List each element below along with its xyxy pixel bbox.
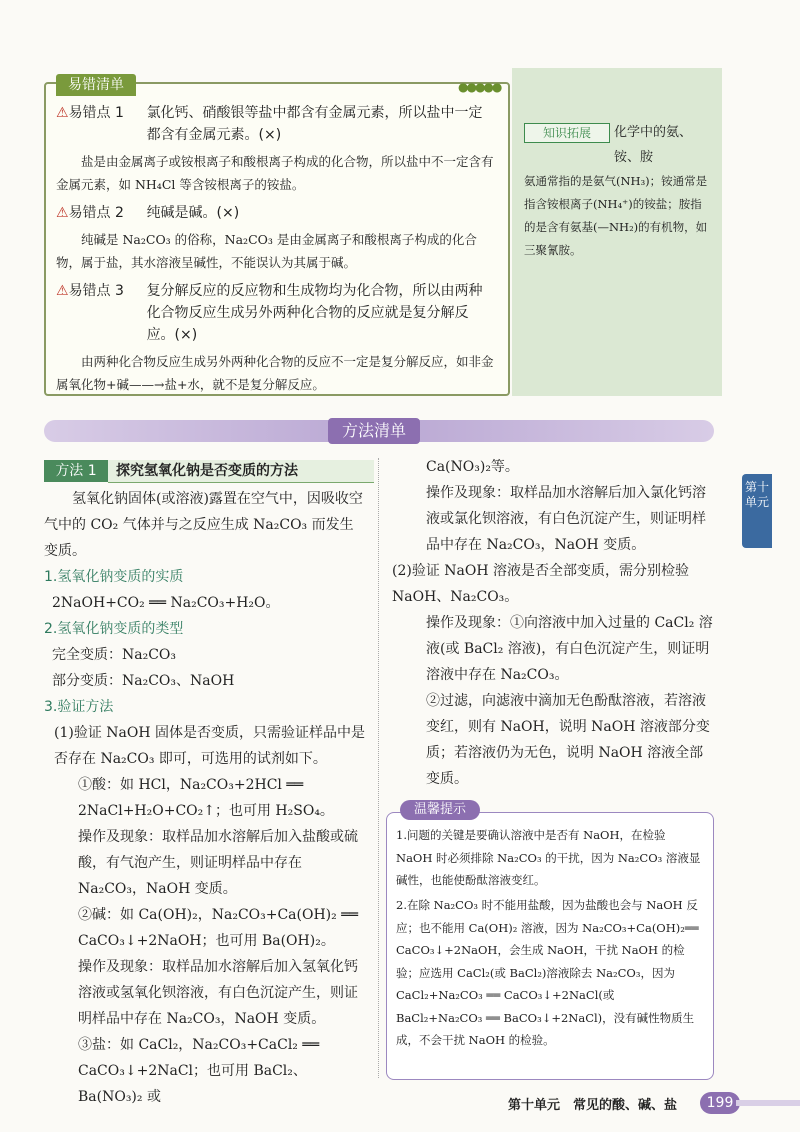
section-heading-1: 1.氢氧化钠变质的实质: [44, 569, 184, 585]
error-label: 易错点 1: [68, 105, 124, 121]
warning-icon: ⚠: [56, 105, 69, 121]
warning-icon: ⚠: [56, 205, 69, 221]
acid-method: ①酸：如 HCl，Na₂CO₃+2HCl ══ 2NaCl+H₂O+CO₂↑；也可用 H₂SO₄。: [78, 777, 334, 819]
error-statement: 氯化钙、硝酸银等盐中都含有金属元素，所以盐中一定都含有金属元素。(×): [146, 105, 483, 143]
error-statement: 纯碱是碱。(×): [146, 205, 240, 221]
error-explain: 由两种化合物反应生成另外两种化合物的反应不一定是复分解反应，如非金属氧化物+碱——→盐+水，就不是复分解反应。: [56, 354, 494, 392]
tip-1: 1.问题的关键是要确认溶液中是否有 NaOH，在检验 NaOH 时必须排除 Na₂CO₃ 的干扰，因为 Na₂CO₃ 溶液显碱性，也能使酚酞溶液变红。: [396, 828, 701, 887]
side-body: 氨通常指的是氨气(NH₃)；铵通常是指含铵根离子(NH₄⁺)的铵盐；胺指的是含有氨基(—NH₂)的有机物，如三聚氰胺。: [524, 174, 708, 257]
left-column: [44, 486, 366, 1110]
error-item-1: [56, 102, 496, 196]
verify-solid: (1)验证 NaOH 固体是否变质，只需验证样品中是否存在 Na₂CO₃ 即可，可选用的试剂如下。: [54, 725, 366, 767]
error-list-tab: 易错清单: [56, 74, 136, 96]
knowledge-expand-tag: 知识拓展: [524, 123, 610, 143]
partial-degrade: 部分变质：Na₂CO₃、NaOH: [52, 673, 235, 689]
column-divider: [378, 458, 380, 1078]
page-number: 199: [700, 1092, 740, 1114]
salt-method: ③盐：如 CaCl₂，Na₂CO₃+CaCl₂ ══ CaCO₃↓+2NaCl；也可用 BaCl₂、Ba(NO₃)₂ 或: [78, 1037, 320, 1105]
error-explain: 盐是由金属离子或铵根离子和酸根离子构成的化合物，所以盐中不一定含有金属元素，如 NH₄Cl 等含铵根离子的铵盐。: [56, 154, 494, 192]
salt-operation: 操作及现象：取样品加水溶解后加入氯化钙溶液或氯化钡溶液，有白色沉淀产生，则证明样品中存在 Na₂CO₃，NaOH 变质。: [426, 485, 706, 553]
binder-rings-icon: ●●●●●: [458, 80, 501, 94]
footer-unit-title: 第十单元 常见的酸、碱、盐: [508, 1098, 678, 1113]
method-banner-title: 方法清单: [328, 418, 420, 444]
warning-icon: ⚠: [56, 283, 69, 299]
error-label: 易错点 2: [68, 205, 124, 221]
error-statement: 复分解反应的反应物和生成物均为化合物，所以由两种化合物反应生成另外两种化合物的反应就是复分解反应。(×): [146, 283, 483, 343]
right-column: [392, 454, 714, 792]
error-label: 易错点 3: [68, 283, 124, 299]
base-method: ②碱：如 Ca(OH)₂，Na₂CO₃+Ca(OH)₂ ══ CaCO₃↓+2NaOH；也可用 Ba(OH)₂。: [78, 907, 359, 949]
full-degrade: 完全变质：Na₂CO₃: [52, 647, 177, 663]
equation-1: 2NaOH+CO₂ ══ Na₂CO₃+H₂O。: [52, 595, 280, 611]
error-item-2: [56, 202, 496, 274]
method-intro: 氢氧化钠固体(或溶液)露置在空气中，因吸收空气中的 CO₂ 气体并与之反应生成 Na₂CO₃ 而发生变质。: [44, 491, 363, 559]
verify-solution: (2)验证 NaOH 溶液是否全部变质，需分别检验 NaOH、Na₂CO₃。: [392, 563, 690, 605]
solution-operation-2: ②过滤，向滤液中滴加无色酚酞溶液，若溶液变红，则有 NaOH，说明 NaOH 溶液部分变质；若溶液仍为无色，说明 NaOH 溶液全部变质。: [426, 693, 710, 787]
tip-2: 2.在除 Na₂CO₃ 时不能用盐酸，因为盐酸也会与 NaOH 反应；也不能用 Ca(OH)₂ 溶液，因为 Na₂CO₃+Ca(OH)₂══ CaCO₃↓+2NaOH，会生成 NaOH，干扰 NaOH 的检验；应选用 CaCl₂(或 BaCl₂)溶液除去 Na₂CO₃，因为 CaCl₂+Na₂CO₃ ══ CaCO₃↓+2NaCl(或 BaCl₂+Na₂CO₃ ══ BaCO₃↓+2NaCl)，没有碱性物质生成，不会干扰 NaOH 的检验。: [396, 898, 699, 1047]
method-title: 探究氢氧化钠是否变质的方法: [108, 460, 374, 483]
side-title: 化学中的氨、铵、胺: [614, 125, 693, 165]
error-explain: 纯碱是 Na₂CO₃ 的俗称，Na₂CO₃ 是由金属离子和酸根离子构成的化合物，属于盐，其水溶液呈碱性，不能误认为其属于碱。: [56, 232, 477, 270]
base-operation: 操作及现象：取样品加水溶解后加入氢氧化钙溶液或氢氧化钡溶液，有白色沉淀产生，则证明样品中存在 Na₂CO₃，NaOH 变质。: [78, 959, 358, 1027]
method-tag: 方法 1: [44, 460, 108, 482]
section-heading-3: 3.验证方法: [44, 699, 114, 715]
tips-tag: 温馨提示: [400, 800, 480, 820]
acid-operation: 操作及现象：取样品加水溶解后加入盐酸或硫酸，有气泡产生，则证明样品中存在 Na₂CO₃，NaOH 变质。: [78, 829, 358, 897]
unit-side-tab: 第十单元: [742, 474, 772, 548]
footer-strip: [736, 1100, 800, 1106]
solution-operation-1: 操作及现象：①向溶液中加入过量的 CaCl₂ 溶液(或 BaCl₂ 溶液)，有白色沉淀产生，则证明溶液中存在 Na₂CO₃。: [426, 615, 713, 683]
section-heading-2: 2.氢氧化钠变质的类型: [44, 621, 184, 637]
error-item-3: [56, 280, 496, 396]
salt-method-cont: Ca(NO₃)₂等。: [426, 459, 519, 475]
